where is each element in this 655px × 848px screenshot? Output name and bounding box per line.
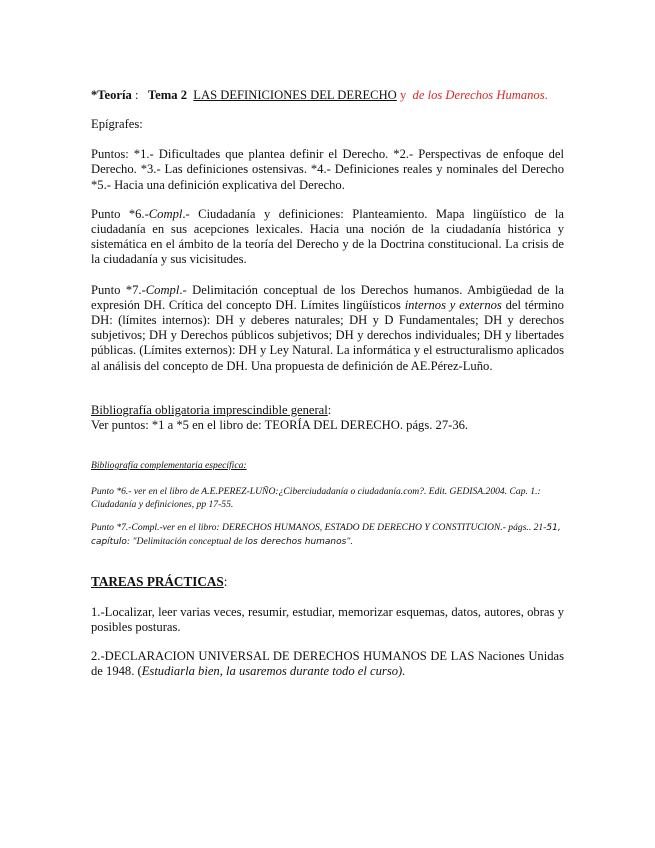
- title-y: y: [399, 88, 407, 102]
- biblio-obligatoria-line: Ver puntos: *1 a *5 en el libro de: TEORÍA DEL DERECHO. págs. 27-36.: [91, 418, 469, 433]
- tareas-heading: TAREAS PRÁCTICAS:: [91, 574, 228, 590]
- title-red: de los Derechos Humanos: [412, 88, 545, 102]
- title-main: LAS DEFINICIONES DEL DERECHO: [193, 88, 397, 102]
- tareas-item2: 2.-DECLARACION UNIVERSAL DE DERECHOS HUMANOS DE LAS Naciones Unidas de 1948. (Estudiarla bien, la usaremos durante todo el curso).: [91, 648, 564, 678]
- teoria-label: *Teoría: [91, 88, 132, 102]
- biblio-obligatoria-heading: Bibliografía obligatoria imprescindible general:: [91, 402, 332, 417]
- puntos-paragraph: Puntos: *1.- Dificultades que plantea definir el Derecho. *2.- Perspectivas de enfoque del Derecho. *3.- Las definiciones ostensivas. *4.- Definiciones reales y nominales del Derecho *5.- Hacia una definición explicativa del Derecho.: [91, 147, 564, 192]
- punto6-paragraph: Punto *6.-Compl.- Ciudadanía y definiciones: Planteamiento. Mapa lingüístico de la ciudadanía en sus acepciones lexicales. Hacia una noción de la ciudadanía histórica y sistemática en el ámbito de la teoría del Derecho y de la Doctrina constitucional. La crisis de la ciudadanía y sus vicisitudes.: [91, 206, 564, 267]
- biblio-complementaria-item1: Punto *6.- ver en el libro de A.E.PEREZ-LUÑO:¿Ciberciudadanía o ciudadanía.com?. Edit. GEDISA.2004. Cap. 1.: Ciudadanía y definiciones, pp 17-55.: [91, 486, 541, 511]
- tareas-item1: 1.-Localizar, leer varias veces, resumir, estudiar, memorizar esquemas, datos, autores, obras y posibles posturas.: [91, 605, 564, 635]
- epigrafes-label: Epígrafes:: [91, 117, 143, 131]
- punto7-paragraph: Punto *7.-Compl.- Delimitación conceptual de los Derechos humanos. Ambigüedad de la expresión DH. Crítica del concepto DH. Límites lingüísticos internos y externos del término DH: (límites internos): DH y deberes naturales; DH y D Fundamentales; DH y derechos subjetivos; DH y Derechos públicos subjetivos; DH y derechos individuales; DH y libertades públicas. (Límites externos): DH y Ley Natural. La informática y el estructuralismo aplicados al análisis del concepto de DH. Una propuesta de definición de AE.Pérez-Luño.: [91, 282, 564, 373]
- tema-label: Tema 2: [147, 88, 187, 102]
- biblio-complementaria-heading: Bibliografía complementaria específica:: [91, 460, 247, 472]
- document-page: [91, 88, 564, 679]
- page-title: *Teoría : Tema 2 LAS DEFINICIONES DEL DERECHO y de los Derechos Humanos.: [91, 88, 548, 102]
- biblio-complementaria-item2: Punto *7.-Compl.-ver en el libro: DERECHOS HUMANOS, ESTADO DE DERECHO Y CONSTITUCION.- págs.. 21-51, capítulo: "Delimitación conceptual de los derechos humanos".: [91, 522, 561, 548]
